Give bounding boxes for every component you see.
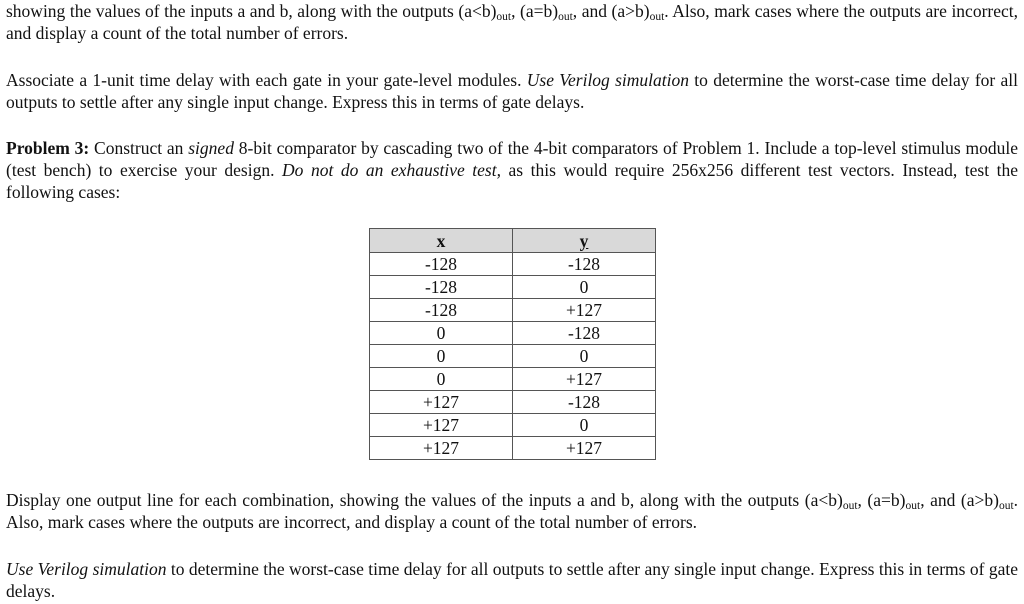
- text-run: Construct an: [89, 138, 189, 158]
- subscript: out: [842, 500, 858, 512]
- column-header-y: y: [513, 229, 656, 253]
- cell-y: -128: [513, 391, 656, 414]
- subscript: out: [905, 500, 921, 512]
- cell-x: 0: [370, 322, 513, 345]
- text-run: as this would require 256x256 different test vectors. Instead, test the following cases:: [6, 160, 1018, 202]
- text-run: . Also, mark cases where the outputs are incorrect, and display a count of the total number of errors.: [6, 490, 1019, 532]
- column-header-x: x: [370, 229, 513, 253]
- cell-x: -128: [370, 253, 513, 276]
- cell-x: -128: [370, 276, 513, 299]
- display-output-paragraph: [6, 489, 1018, 533]
- test-cases-table-container: [369, 228, 656, 460]
- problem-3-paragraph: [6, 137, 1018, 203]
- intro-paragraph: [6, 0, 1018, 44]
- cell-y: -128: [513, 253, 656, 276]
- text-run: , (a=b): [857, 490, 906, 510]
- italic-text: Use Verilog simulation: [6, 559, 167, 579]
- cell-y: 0: [513, 276, 656, 299]
- text-run: Display one output line for each combination, showing the values of the inputs a and b, along with the outputs (a<b): [6, 490, 843, 510]
- cell-x: -128: [370, 299, 513, 322]
- cell-x: 0: [370, 345, 513, 368]
- table-row: [370, 345, 656, 368]
- text-run: , and (a>b): [572, 1, 650, 21]
- text-run: showing the values of the inputs a and b, along with the outputs (a<b): [6, 1, 497, 21]
- subscript: out: [496, 11, 512, 23]
- cell-x: +127: [370, 414, 513, 437]
- text-run: 8-bit comparator by cascading two of the 4-bit comparators of Problem 1. Include a top-level stimulus module (test bench) to exercise your design.: [6, 138, 1018, 180]
- table-row: [370, 299, 656, 322]
- text-run: , (a=b): [511, 1, 559, 21]
- cell-x: +127: [370, 391, 513, 414]
- text-run: , and (a>b): [920, 490, 999, 510]
- text-run: to determine the worst-case time delay for all outputs to settle after any single input change. Express this in terms of gate delays.: [6, 559, 1018, 601]
- cell-y: 0: [513, 345, 656, 368]
- test-cases-table: [369, 228, 656, 460]
- table-header-row: [370, 229, 656, 253]
- delay-paragraph: [6, 69, 1018, 113]
- table-row: [370, 253, 656, 276]
- simulation-paragraph: [6, 558, 1018, 602]
- subscript: out: [558, 11, 573, 23]
- table-row: [370, 414, 656, 437]
- cell-y: -128: [513, 322, 656, 345]
- text-run: Associate a 1-unit time delay with each gate in your gate-level modules.: [6, 70, 527, 90]
- cell-y: +127: [513, 437, 656, 460]
- subscript: out: [649, 11, 665, 23]
- italic-text: Do not do an exhaustive test,: [282, 160, 501, 180]
- cell-y: 0: [513, 414, 656, 437]
- italic-text: Use Verilog simulation: [526, 70, 689, 90]
- cell-y: +127: [513, 299, 656, 322]
- problem-label: Problem 3:: [6, 138, 90, 158]
- cell-x: +127: [370, 437, 513, 460]
- table-row: [370, 391, 656, 414]
- cell-y: +127: [513, 368, 656, 391]
- subscript: out: [998, 500, 1014, 512]
- italic-text: signed: [188, 138, 234, 158]
- cell-x: 0: [370, 368, 513, 391]
- text-run: to determine the worst-case time delay for all outputs to settle after any single input change. Express this in terms of gate delays.: [6, 70, 1019, 112]
- table-row: [370, 276, 656, 299]
- table-row: [370, 322, 656, 345]
- text-run: . Also, mark cases where the outputs are incorrect, and display a count of the total number of errors.: [6, 1, 1018, 43]
- table-row: [370, 368, 656, 391]
- table-row: [370, 437, 656, 460]
